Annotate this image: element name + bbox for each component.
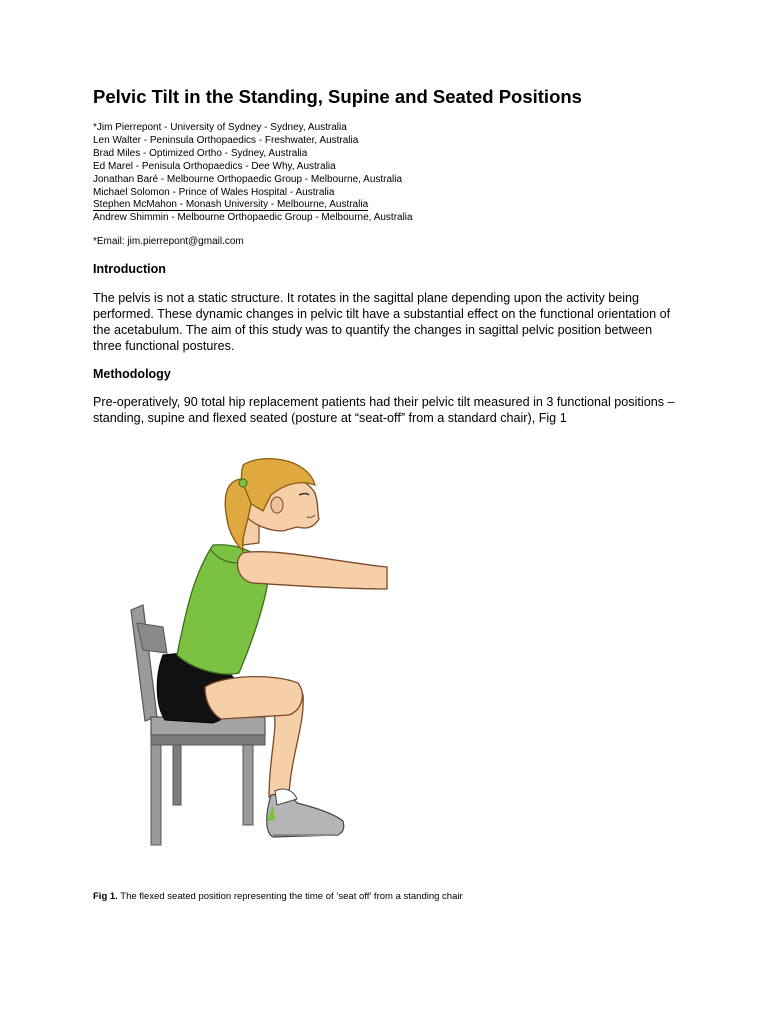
introduction-heading: Introduction (93, 262, 166, 276)
author-line (93, 199, 413, 212)
author-list (93, 122, 413, 225)
author-line-text: Stephen McMahon - Monash University - Melbourne, Australia (93, 199, 369, 211)
introduction-text: The pelvis is not a static structure. It rotates in the sagittal plane depending upon the activity being performed. These dynamic changes in pelvic tilt have a substantial effect on the functional orientation of the acetabulum. The aim of this study was to quantify the changes in sagittal pelvic position between three functional postures. (93, 291, 671, 353)
figure-caption (93, 891, 463, 902)
sneaker (267, 789, 344, 837)
author-line: Ed Marel - Penisula Orthopaedics - Dee Why, Australia (93, 160, 336, 172)
methodology-text: Pre-operatively, 90 total hip replacement patients had their pelvic tilt measured in 3 functional positions – standing, supine and flexed seated (posture at “seat-off” from a standard chair), Fig 1 (93, 395, 675, 425)
seated-woman-illustration (93, 455, 393, 850)
head (225, 459, 319, 551)
author-line: Michael Solomon - Prince of Wales Hospital - Australia (93, 186, 335, 198)
author-line: *Jim Pierrepont - University of Sydney - Sydney, Australia (93, 122, 347, 133)
figure-caption-text: The flexed seated position representing the time of ‘seat off’ from a standing chair (117, 891, 463, 902)
methodology-heading: Methodology (93, 367, 171, 381)
outstretched-arm (238, 552, 387, 589)
author-line: Len Walter - Peninsula Orthopaedics - Freshwater, Australia (93, 134, 359, 146)
thigh (205, 677, 302, 719)
paper-title: Pelvic Tilt in the Standing, Supine and Seated Positions (93, 86, 582, 107)
figure-label: Fig 1. (93, 891, 118, 902)
author-line: Jonathan Baré - Melbourne Orthopaedic Group - Melbourne, Australia (93, 173, 403, 185)
contact-email: *Email: jim.pierrepont@gmail.com (93, 236, 244, 247)
author-line: Brad Miles - Optimized Ortho - Sydney, Australia (93, 147, 308, 159)
author-line: Andrew Shimmin - Melbourne Orthopaedic Group - Melbourne, Australia (93, 212, 413, 224)
